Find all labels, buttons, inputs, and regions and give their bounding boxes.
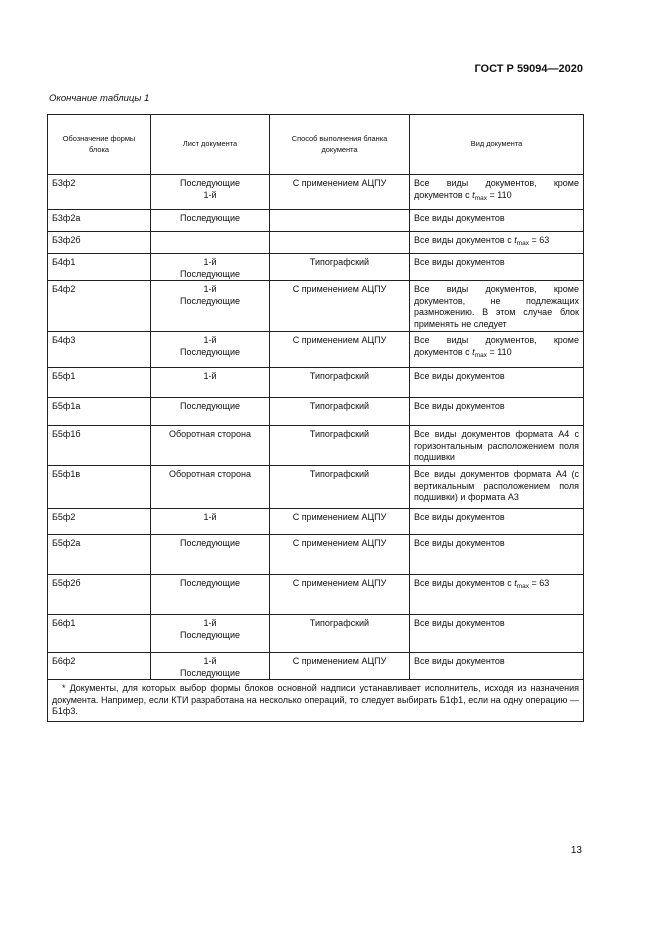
cell-kind: Все виды документов, кроме документов с $t_{max} = 110$ xyxy=(410,332,584,368)
cell-code: Б5ф1а xyxy=(48,398,151,426)
table-row xyxy=(48,466,584,509)
column-header-form-code: Обозначение формы блока xyxy=(48,115,151,175)
cell-code: Б3ф2б xyxy=(48,232,151,254)
table-caption: Окончание таблицы 1 xyxy=(49,93,150,104)
cell-sheet: 1-й Последующие xyxy=(151,254,270,281)
cell-code: Б5ф2б xyxy=(48,575,151,615)
cell-method xyxy=(270,210,410,232)
cell-sheet: 1-й Последующие xyxy=(151,653,270,680)
cell-sheet: Последующие xyxy=(151,210,270,232)
table-row xyxy=(48,254,584,281)
cell-kind: Все виды документов, кроме документов с $t_{max} = 110$ xyxy=(410,175,584,210)
cell-method: Типографский xyxy=(270,368,410,398)
page-number: 13 xyxy=(570,845,582,856)
cell-code: Б4ф2 xyxy=(48,281,151,332)
column-header-kind: Вид документа xyxy=(410,115,584,175)
column-header-sheet: Лист документа xyxy=(151,115,270,175)
table-header-row xyxy=(48,115,584,175)
table-row xyxy=(48,210,584,232)
cell-sheet: Последующие 1-й xyxy=(151,175,270,210)
cell-kind: Все виды документов xyxy=(410,398,584,426)
table-row xyxy=(48,509,584,535)
cell-kind: Все виды документов xyxy=(410,368,584,398)
cell-method: С применением АЦПУ xyxy=(270,535,410,575)
cell-kind: Все виды документов xyxy=(410,653,584,680)
cell-kind: Все виды документов с $t_{max} = 63$ xyxy=(410,575,584,615)
cell-sheet: 1-й Последующие xyxy=(151,281,270,332)
cell-kind: Все виды документов, кроме документов, не подлежащих размножению. В этом случае блок применять не следует xyxy=(410,281,584,332)
cell-method: С применением АЦПУ xyxy=(270,175,410,210)
table-row xyxy=(48,575,584,615)
cell-code: Б3ф2 xyxy=(48,175,151,210)
cell-sheet: Оборотная сторона xyxy=(151,466,270,509)
cell-kind: Все виды документов формата А4 (с вертикальным расположением поля подшивки) и формата А3 xyxy=(410,466,584,509)
table-row xyxy=(48,615,584,653)
table-row xyxy=(48,368,584,398)
cell-kind: Все виды документов xyxy=(410,535,584,575)
table-row xyxy=(48,653,584,680)
table-row xyxy=(48,175,584,210)
cell-method: Типографский xyxy=(270,615,410,653)
table-row xyxy=(48,426,584,466)
cell-sheet xyxy=(151,232,270,254)
cell-code: Б5ф1в xyxy=(48,466,151,509)
table-footnote: * Документы, для которых выбор формы блоков основной надписи устанавливает исполнитель, исходя из назначения документа. Например, если КТИ разработана на несколько операций, то следует выбирать Б1ф1, если на одну операцию — Б1ф3. xyxy=(48,680,584,722)
table-row xyxy=(48,332,584,368)
cell-code: Б5ф1б xyxy=(48,426,151,466)
cell-kind: Все виды документов xyxy=(410,615,584,653)
cell-code: Б6ф2 xyxy=(48,653,151,680)
cell-sheet: Последующие xyxy=(151,535,270,575)
column-header-method: Способ выполнения бланка документа xyxy=(270,115,410,175)
cell-sheet: Оборотная сторона xyxy=(151,426,270,466)
cell-code: Б3ф2а xyxy=(48,210,151,232)
cell-sheet: Последующие xyxy=(151,575,270,615)
cell-method: С применением АЦПУ xyxy=(270,653,410,680)
footnote-row xyxy=(48,680,584,722)
cell-method: С применением АЦПУ xyxy=(270,575,410,615)
cell-code: Б6ф1 xyxy=(48,615,151,653)
cell-code: Б5ф1 xyxy=(48,368,151,398)
cell-method: Типографский xyxy=(270,398,410,426)
standard-designation: ГОСТ Р 59094—2020 xyxy=(474,63,583,75)
cell-code: Б5ф2 xyxy=(48,509,151,535)
table-row xyxy=(48,281,584,332)
cell-method: Типографский xyxy=(270,254,410,281)
cell-kind: Все виды документов xyxy=(410,509,584,535)
cell-method: Типографский xyxy=(270,426,410,466)
cell-sheet: 1-й xyxy=(151,509,270,535)
cell-code: Б5ф2а xyxy=(48,535,151,575)
cell-method xyxy=(270,232,410,254)
cell-sheet: 1-й Последующие xyxy=(151,615,270,653)
cell-kind: Все виды документов формата А4 с горизонтальным расположением поля подшивки xyxy=(410,426,584,466)
cell-code: Б4ф1 xyxy=(48,254,151,281)
cell-kind: Все виды документов xyxy=(410,210,584,232)
cell-method: С применением АЦПУ xyxy=(270,332,410,368)
table-row xyxy=(48,232,584,254)
cell-kind: Все виды документов xyxy=(410,254,584,281)
table-row xyxy=(48,535,584,575)
table-row xyxy=(48,398,584,426)
cell-method: С применением АЦПУ xyxy=(270,509,410,535)
cell-sheet: 1-й xyxy=(151,368,270,398)
cell-method: Типографский xyxy=(270,466,410,509)
cell-sheet: 1-й Последующие xyxy=(151,332,270,368)
document-table xyxy=(47,114,584,722)
cell-sheet: Последующие xyxy=(151,398,270,426)
cell-method: С применением АЦПУ xyxy=(270,281,410,332)
cell-kind: Все виды документов с $t_{max} = 63$ xyxy=(410,232,584,254)
cell-code: Б4ф3 xyxy=(48,332,151,368)
